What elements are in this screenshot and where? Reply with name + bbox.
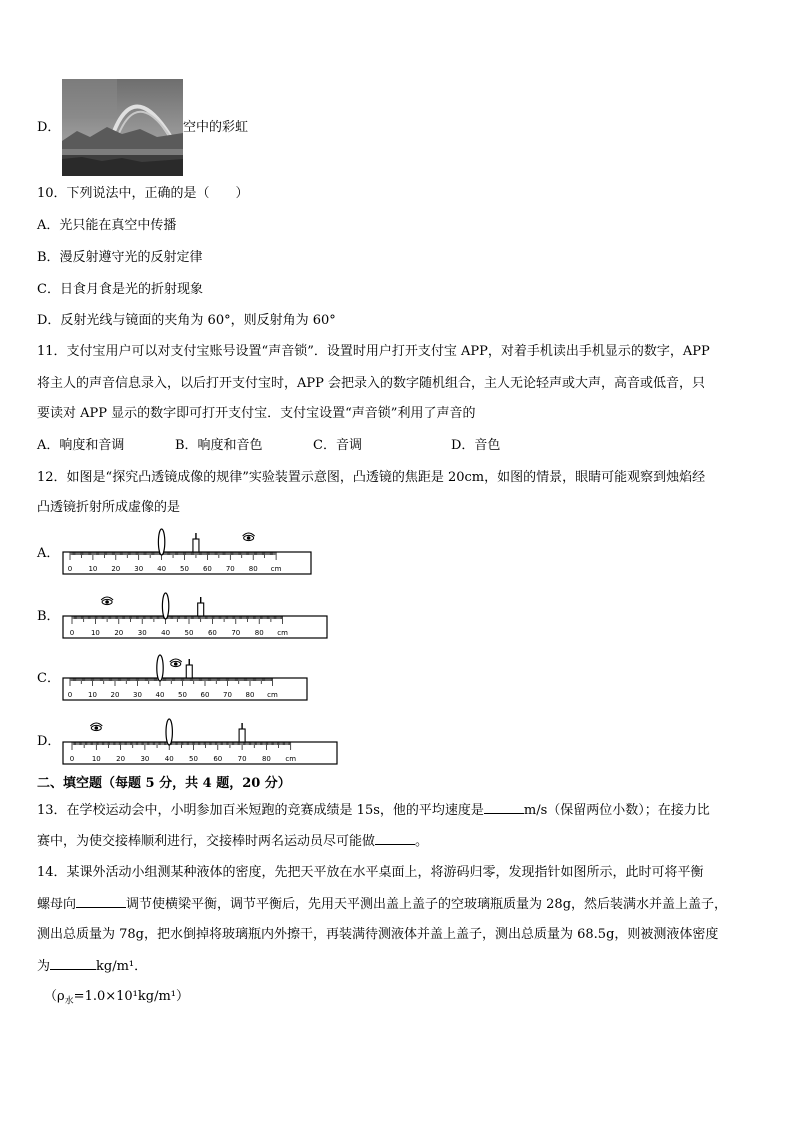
ruler-tick-label: 50 xyxy=(184,629,194,637)
ruler-tick-label: 50 xyxy=(180,565,189,573)
ruler-tick-label: 20 xyxy=(116,755,126,763)
eye-icon xyxy=(243,533,255,541)
q13-line1-text-b: m/s（保留两位小数）；在接力比 xyxy=(523,803,710,818)
q11-line2: 将主人的声音信息录入，以后打开支付宝时，APP 会把录入的数字随机组合，主人无论轻声或大声，高音或低音，只 xyxy=(37,376,706,391)
q12-option-a-label: A． xyxy=(37,546,60,561)
q10-option-d: D．反射光线与镜面的夹角为 60°，则反射角为 60° xyxy=(37,313,336,328)
ruler-unit-label: cm xyxy=(270,565,282,573)
candle xyxy=(239,729,245,742)
q12-option-b-label: B． xyxy=(37,609,60,624)
eye-icon xyxy=(90,723,102,731)
eye-icon xyxy=(170,659,182,667)
ruler-tick-label: 20 xyxy=(111,565,121,573)
q10-option-b: B．漫反射遵守光的反射定律 xyxy=(37,250,203,265)
ruler-tick-label: 10 xyxy=(90,629,100,637)
ruler-tick-label: 80 xyxy=(254,629,264,637)
ruler-tick-label: 20 xyxy=(114,629,124,637)
q14-line2-text-b: 调节使横梁平衡，调节平衡后，先用天平测出盖上盖子的空玻璃瓶质量为 28g，然后装满水并盖上盖子， xyxy=(126,897,728,912)
ruler-tick-label: 70 xyxy=(231,629,241,637)
convex-lens xyxy=(158,529,164,555)
ruler-tick-label: 0 xyxy=(67,691,73,699)
answer-blank[interactable] xyxy=(50,957,96,970)
ruler-tick-label: 60 xyxy=(202,565,212,573)
convex-lens xyxy=(166,719,172,745)
ruler-tick-label: 30 xyxy=(134,565,144,573)
q11-line1: 11．支付宝用户可以对支付宝账号设置“声音锁”．设置时用户打开支付宝 APP，对着手机读出手机显示的数字，APP xyxy=(37,344,710,359)
q13-line1 xyxy=(37,801,710,820)
ruler-unit-label: cm xyxy=(285,755,297,763)
q14-note-subscript: 水 xyxy=(64,996,74,1007)
ruler-tick-label: 80 xyxy=(261,755,271,763)
q14-note-text-b: =1.0×10¹kg/m¹） xyxy=(73,989,190,1004)
ruler-tick-label: 50 xyxy=(189,755,198,763)
q14-note xyxy=(44,988,189,1011)
q9-option-d-text: 空中的彩虹 xyxy=(183,120,249,135)
eye-icon xyxy=(101,597,113,605)
q12-line2: 凸透镜折射所成虚像的是 xyxy=(37,500,181,515)
q12-option-d-label: D． xyxy=(37,734,61,749)
q11-option-d: D．音色 xyxy=(451,438,501,453)
q12-line1: 12．如图是“探究凸透镜成像的规律”实验装置示意图，凸透镜的焦距是 20cm，如图的情景，眼睛可能观察到烛焰经 xyxy=(37,470,706,485)
q11-option-c: C．音调 xyxy=(313,438,362,453)
convex-lens xyxy=(157,655,163,681)
ruler-tick-label: 60 xyxy=(213,755,223,763)
ruler-tick-label: 0 xyxy=(69,629,75,637)
q10-stem: 10．下列说法中，正确的是（ ） xyxy=(37,186,249,201)
optical-bench-figure-d xyxy=(62,714,338,770)
q13-line2-text-a: 赛中，为使交接棒顺利进行，交接棒时两名运动员尽可能做 xyxy=(37,834,376,849)
q14-line4-text-a: 为 xyxy=(37,959,51,974)
q9-option-d-label: D． xyxy=(37,120,61,135)
optical-bench-figure-c xyxy=(62,654,308,706)
ruler-tick-label: 10 xyxy=(88,691,97,699)
q13-line2 xyxy=(37,832,428,851)
candle xyxy=(193,539,199,552)
ruler-tick-label: 70 xyxy=(225,565,235,573)
ruler-tick-label: 40 xyxy=(155,691,165,699)
q11-line3: 要读对 APP 显示的数字即可打开支付宝．支付宝设置“声音锁”利用了声音的 xyxy=(37,406,476,421)
ruler-tick-label: 60 xyxy=(200,691,210,699)
ruler-tick-label: 40 xyxy=(157,565,167,573)
optical-bench-figure-b xyxy=(62,590,328,644)
ruler-tick-label: 10 xyxy=(91,755,101,763)
convex-lens xyxy=(162,593,168,619)
answer-blank[interactable] xyxy=(375,832,415,845)
section-title: 二、填空题（每题 5 分，共 4 题，20 分） xyxy=(37,776,291,791)
ruler-tick-label: 10 xyxy=(88,565,98,573)
candle xyxy=(198,603,204,616)
q10-option-c: C．日食月食是光的折射现象 xyxy=(37,282,203,297)
answer-blank[interactable] xyxy=(484,801,524,814)
ruler-tick-label: 20 xyxy=(110,691,120,699)
q14-line4 xyxy=(37,957,147,976)
ruler-tick-label: 50 xyxy=(178,691,187,699)
q10-option-a: A．光只能在真空中传播 xyxy=(37,218,177,233)
q14-line1: 14．某课外活动小组测某种液体的密度，先把天平放在水平桌面上，将游码归零，发现指针如图所示，此时可将平衡 xyxy=(37,865,704,880)
ruler-tick-label: 70 xyxy=(237,755,247,763)
ruler-tick-label: 0 xyxy=(67,565,73,573)
ruler-tick-label: 40 xyxy=(161,629,171,637)
rainbow-photo xyxy=(62,79,183,176)
ruler-tick-label: 40 xyxy=(164,755,174,763)
optical-bench-figure-a xyxy=(62,528,312,580)
ruler-tick-label: 30 xyxy=(137,629,147,637)
ruler-unit-label: cm xyxy=(277,629,288,637)
q14-line3: 测出总质量为 78g，把水倒掉将玻璃瓶内外擦干，再装满待测液体并盖上盖子，测出总质量为 68.5g，则被测液体密度 xyxy=(37,927,719,942)
ruler-tick-label: 80 xyxy=(245,691,255,699)
ruler-tick-label: 30 xyxy=(133,691,142,699)
q11-option-b: B．响度和音色 xyxy=(175,438,263,453)
q13-line1-text-a: 13．在学校运动会中，小明参加百米短跑的竞赛成绩是 15s，他的平均速度是 xyxy=(37,803,484,818)
q12-option-c-label: C． xyxy=(37,671,60,686)
ruler-tick-label: 60 xyxy=(207,629,217,637)
q14-line2-text-a: 螺母向 xyxy=(37,897,77,912)
q14-line4-text-b: kg/m¹． xyxy=(96,959,148,974)
ruler-tick-label: 0 xyxy=(69,755,75,763)
q11-option-a: A．响度和音调 xyxy=(37,438,125,453)
q14-note-text-a: （ρ xyxy=(44,989,65,1004)
candle xyxy=(186,665,192,678)
q14-line2 xyxy=(37,895,727,914)
ruler-tick-label: 80 xyxy=(248,565,258,573)
ruler-unit-label: cm xyxy=(267,691,278,699)
q13-line2-text-b: 。 xyxy=(415,834,429,849)
answer-blank[interactable] xyxy=(76,895,126,908)
ruler-tick-label: 30 xyxy=(140,755,150,763)
ruler-tick-label: 70 xyxy=(223,691,232,699)
